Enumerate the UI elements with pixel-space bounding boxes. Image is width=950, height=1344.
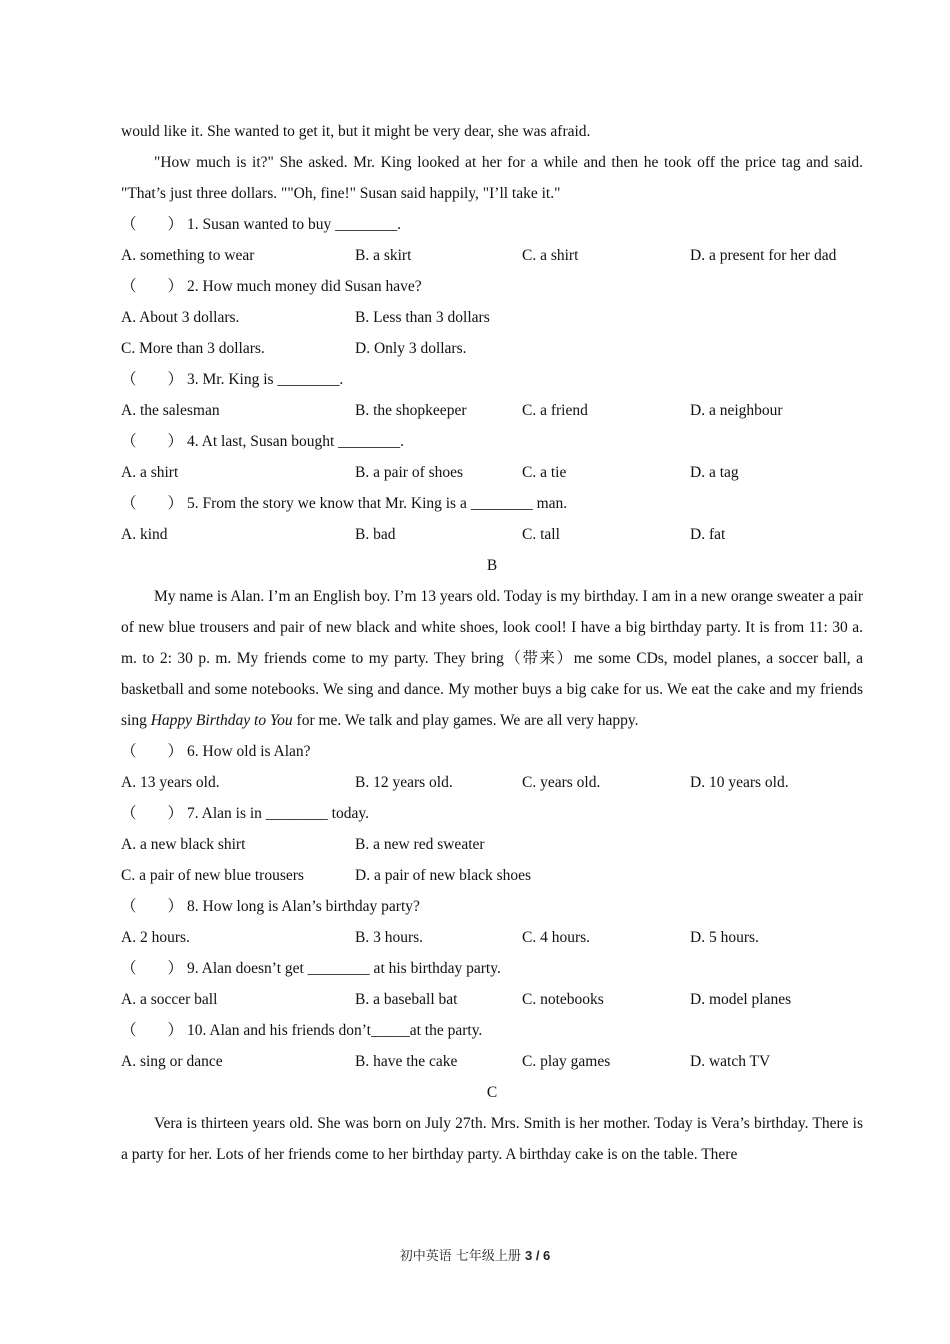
passage-b-part-1: My name is Alan. I’m an English boy. I’m 13 years old. Today is my birthday. I am in a new orange sweater a pair of new blue trousers and pair of new black and white shoes, look cool! I have a big birthday party. It is from 11: 30 a. m. to 2: 30 p. m. My friends come to my party. They bring（带来）me some CDs, model planes, a soccer ball, a basketball and some notebooks. We sing and dance. My mother buys a big cake for us. We eat the cake and my friends sing <box>121 588 863 729</box>
option-b: B. a pair of shoes <box>355 464 464 481</box>
question-stem: 10. Alan and his friends don’t_____at the party. <box>187 1022 483 1039</box>
answer-blank[interactable]: （ ） <box>121 433 184 450</box>
option-a: A. 2 hours. <box>121 929 190 946</box>
option-d: D. model planes <box>690 991 792 1008</box>
answer-blank[interactable]: （ ） <box>121 960 184 977</box>
question-1 <box>121 209 863 240</box>
option-a: A. 13 years old. <box>121 774 220 791</box>
option-d: D. a present for her dad <box>690 247 837 264</box>
question-stem: 9. Alan doesn’t get ________ at his birthday party. <box>187 960 501 977</box>
question-2 <box>121 271 863 302</box>
option-c: C. play games <box>522 1053 611 1070</box>
answer-blank[interactable]: （ ） <box>121 495 184 512</box>
answer-blank[interactable]: （ ） <box>121 371 184 388</box>
page-number: 3 / 6 <box>524 1248 551 1263</box>
options-3 <box>121 395 863 426</box>
question-8 <box>121 891 863 922</box>
answer-blank[interactable]: （ ） <box>121 216 184 233</box>
option-c: C. notebooks <box>522 991 604 1008</box>
option-d: D. a tag <box>690 464 739 481</box>
options-8 <box>121 922 863 953</box>
options-4 <box>121 457 863 488</box>
passage-b-part-2: for me. We talk and play games. We are all very happy. <box>292 712 639 729</box>
question-stem: 1. Susan wanted to buy ________. <box>187 216 401 233</box>
question-3 <box>121 364 863 395</box>
option-d: D. watch TV <box>690 1053 771 1070</box>
question-stem: 7. Alan is in ________ today. <box>187 805 369 822</box>
option-a: A. something to wear <box>121 247 255 264</box>
option-a: A. a soccer ball <box>121 991 218 1008</box>
option-b: B. the shopkeeper <box>355 402 467 419</box>
option-c: C. More than 3 dollars. <box>121 340 265 357</box>
question-stem: 6. How old is Alan? <box>187 743 311 760</box>
question-5 <box>121 488 863 519</box>
answer-blank[interactable]: （ ） <box>121 898 184 915</box>
options-1 <box>121 240 863 271</box>
option-b: B. a skirt <box>355 247 412 264</box>
option-b: B. 3 hours. <box>355 929 424 946</box>
passage-c: Vera is thirteen years old. She was born on July 27th. Mrs. Smith is her mother. Today is Vera’s birthday. There is a party for her. Lots of her friends come to her birthday party. A birthday cake is on the table. There <box>121 1115 863 1163</box>
answer-blank[interactable]: （ ） <box>121 805 184 822</box>
option-b: B. have the cake <box>355 1053 458 1070</box>
option-b: B. a baseball bat <box>355 991 458 1008</box>
option-a: A. About 3 dollars. <box>121 309 240 326</box>
option-d: D. Only 3 dollars. <box>355 340 467 357</box>
answer-blank[interactable]: （ ） <box>121 743 184 760</box>
option-a: A. the salesman <box>121 402 220 419</box>
option-c: C. a pair of new blue trousers <box>121 867 304 884</box>
options-2-row-2 <box>121 333 863 364</box>
option-b: B. 12 years old. <box>355 774 453 791</box>
question-stem: 8. How long is Alan’s birthday party? <box>187 898 420 915</box>
question-stem: 5. From the story we know that Mr. King is a ________ man. <box>187 495 568 512</box>
options-7-row-1 <box>121 829 863 860</box>
options-2-row-1 <box>121 302 863 333</box>
option-d: D. 10 years old. <box>690 774 789 791</box>
option-a: A. sing or dance <box>121 1053 223 1070</box>
options-5 <box>121 519 863 550</box>
answer-blank[interactable]: （ ） <box>121 1022 184 1039</box>
page-footer <box>0 1245 950 1264</box>
passage-a-paragraph: "How much is it?" She asked. Mr. King looked at her for a while and then he took off the price tag and said. "That’s just three dollars. ""Oh, fine!" Susan said happily, "I’ll take it." <box>121 154 863 202</box>
options-9 <box>121 984 863 1015</box>
song-title: Happy Birthday to You <box>150 712 293 729</box>
document-page <box>121 116 863 1170</box>
question-stem: 4. At last, Susan bought ________. <box>187 433 405 450</box>
options-7-row-2 <box>121 860 863 891</box>
option-d: D. 5 hours. <box>690 929 759 946</box>
question-10 <box>121 1015 863 1046</box>
passage-a-continuation: would like it. She wanted to get it, but it might be very dear, she was afraid. <box>121 123 591 140</box>
answer-blank[interactable]: （ ） <box>121 278 184 295</box>
option-b: B. bad <box>355 526 396 543</box>
option-b: B. Less than 3 dollars <box>355 309 490 326</box>
option-a: A. a shirt <box>121 464 179 481</box>
option-c: C. a friend <box>522 402 588 419</box>
option-c: C. a tie <box>522 464 567 481</box>
question-7 <box>121 798 863 829</box>
option-d: D. fat <box>690 526 726 543</box>
options-10 <box>121 1046 863 1077</box>
option-d: D. a pair of new black shoes <box>355 867 532 884</box>
question-6 <box>121 736 863 767</box>
option-d: D. a neighbour <box>690 402 783 419</box>
option-a: A. kind <box>121 526 168 543</box>
options-6 <box>121 767 863 798</box>
footer-subject: 初中英语 七年级上册 <box>399 1249 525 1264</box>
section-b-heading: B <box>486 557 498 574</box>
option-c: C. years old. <box>522 774 601 791</box>
option-c: C. a shirt <box>522 247 579 264</box>
option-c: C. tall <box>522 526 560 543</box>
section-c-heading: C <box>486 1084 498 1101</box>
question-4 <box>121 426 863 457</box>
passage-b <box>121 581 863 736</box>
option-a: A. a new black shirt <box>121 836 246 853</box>
option-b: B. a new red sweater <box>355 836 485 853</box>
question-stem: 3. Mr. King is ________. <box>187 371 344 388</box>
question-stem: 2. How much money did Susan have? <box>187 278 422 295</box>
option-c: C. 4 hours. <box>522 929 591 946</box>
question-9 <box>121 953 863 984</box>
